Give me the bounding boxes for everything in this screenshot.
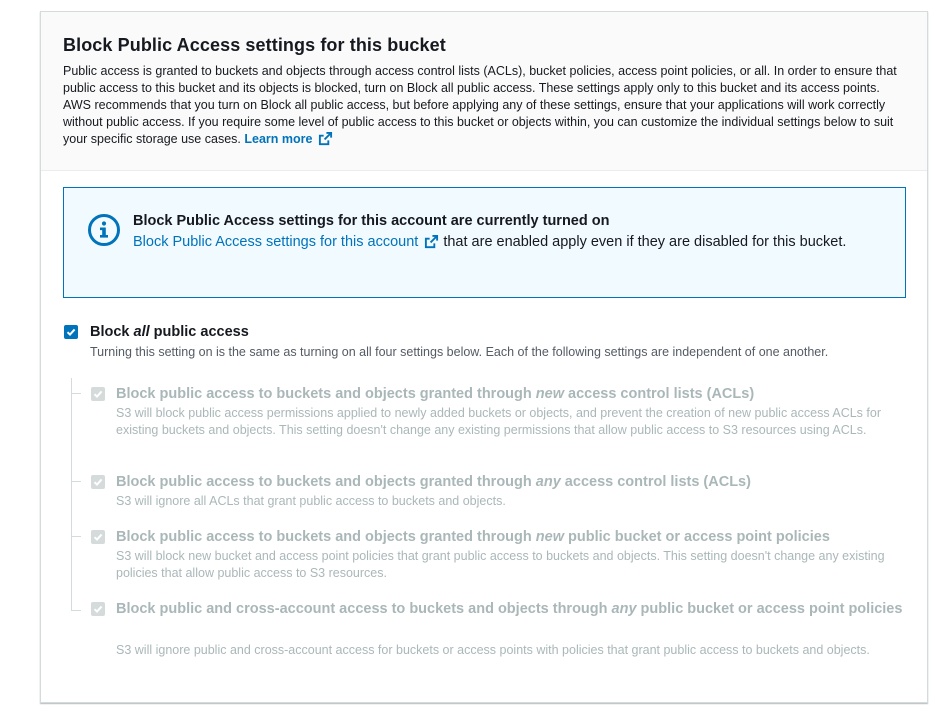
info-alert-text: that are enabled apply even if they are disabled for this bucket. [443,234,847,250]
option-new-acls-checkbox[interactable] [91,387,105,401]
label-emphasis: any [611,601,637,617]
label-part: Block public and cross-account access to buckets and objects through [116,601,612,617]
panel-title: Block Public Access settings for this bucket [63,35,446,55]
label-part: Block public access to buckets and objects granted through [116,386,536,402]
option-new-acls-description: S3 will block public access permissions applied to newly added buckets or objects, and prevent the creation of new public access ACLs for existing buckets and objects. This setting doesn't change any existing permissions that allow public access to S3 resources using ACLs. [116,406,881,437]
checkmark-icon [93,604,103,614]
checkmark-icon [93,532,103,542]
option-any-acls-checkbox[interactable] [91,475,105,489]
panel-description [63,63,905,148]
label-part: public bucket or access point policies [636,601,903,617]
option-any-policies-label [116,598,906,620]
checkmark-icon [93,477,103,487]
label-part: access control lists (ACLs) [563,386,755,402]
learn-more-link[interactable] [244,132,333,146]
account-settings-link-label: Block Public Access settings for this account [133,234,419,250]
tree-connector-tick [71,481,81,482]
account-settings-link[interactable] [133,234,439,250]
external-link-icon [318,131,333,146]
option-any-policies-description: S3 will ignore public and cross-account access for buckets or access points with policies that grant public access to buckets and objects. [116,643,870,657]
option-new-policies-description: S3 will block new bucket and access point policies that grant public access to buckets and objects. This setting doesn't change any existing policies that allow public access to S3 resources. [116,549,885,580]
account-settings-info-alert [63,187,906,298]
info-circle-icon [87,213,121,247]
label-part: public bucket or access point policies [563,529,830,545]
label-part: Block public access to buckets and objects granted through [116,529,536,545]
panel-description-text: Public access is granted to buckets and objects through access control lists (ACLs), bucket policies, access point policies, or all. In order to ensure that public access to this bucket and its objects is blocked, turn on Block all public access. These settings apply only to this bucket and its access points. AWS recommends that you turn on Block all public access, but before applying any of these settings, ensure that your applications will work correctly without public access. If you require some level of public access to this bucket or objects within, you can customize the individual settings below to suit your specific storage use cases. [63,64,897,146]
panel-header [41,12,927,171]
block-all-public-access-description: Turning this setting on is the same as turning on all four settings below. Each of the following settings are independent of one another. [90,345,829,359]
option-new-policies-checkbox[interactable] [91,530,105,544]
option-any-acls-label [116,471,751,493]
option-any-policies-checkbox[interactable] [91,602,105,616]
tree-connector-tick [71,393,81,394]
tree-connector-tick [71,610,81,611]
label-part: access control lists (ACLs) [560,474,751,490]
info-alert-content [133,211,873,253]
block-all-public-access-checkbox[interactable] [64,325,78,339]
tree-connector-tick [71,536,81,537]
label-part: public access [149,324,249,340]
tree-connector-line [71,378,72,611]
checkmark-icon [93,389,103,399]
info-alert-title: Block Public Access settings for this account are currently turned on [133,213,610,229]
label-emphasis: all [133,324,150,340]
external-link-icon [424,234,439,249]
label-part: Block [90,324,134,340]
label-emphasis: new [535,386,564,402]
option-new-policies-label [116,526,830,548]
learn-more-label: Learn more [244,132,313,146]
block-all-public-access-label[interactable] [90,323,249,341]
label-part: Block public access to buckets and objects granted through [116,474,536,490]
option-any-acls-description: S3 will ignore all ACLs that grant public access to buckets and objects. [116,494,506,508]
checkmark-icon [66,327,76,337]
option-new-acls-label [116,383,754,405]
label-emphasis: new [535,529,564,545]
bucket-block-public-access-panel [40,11,928,703]
label-emphasis: any [535,474,561,490]
